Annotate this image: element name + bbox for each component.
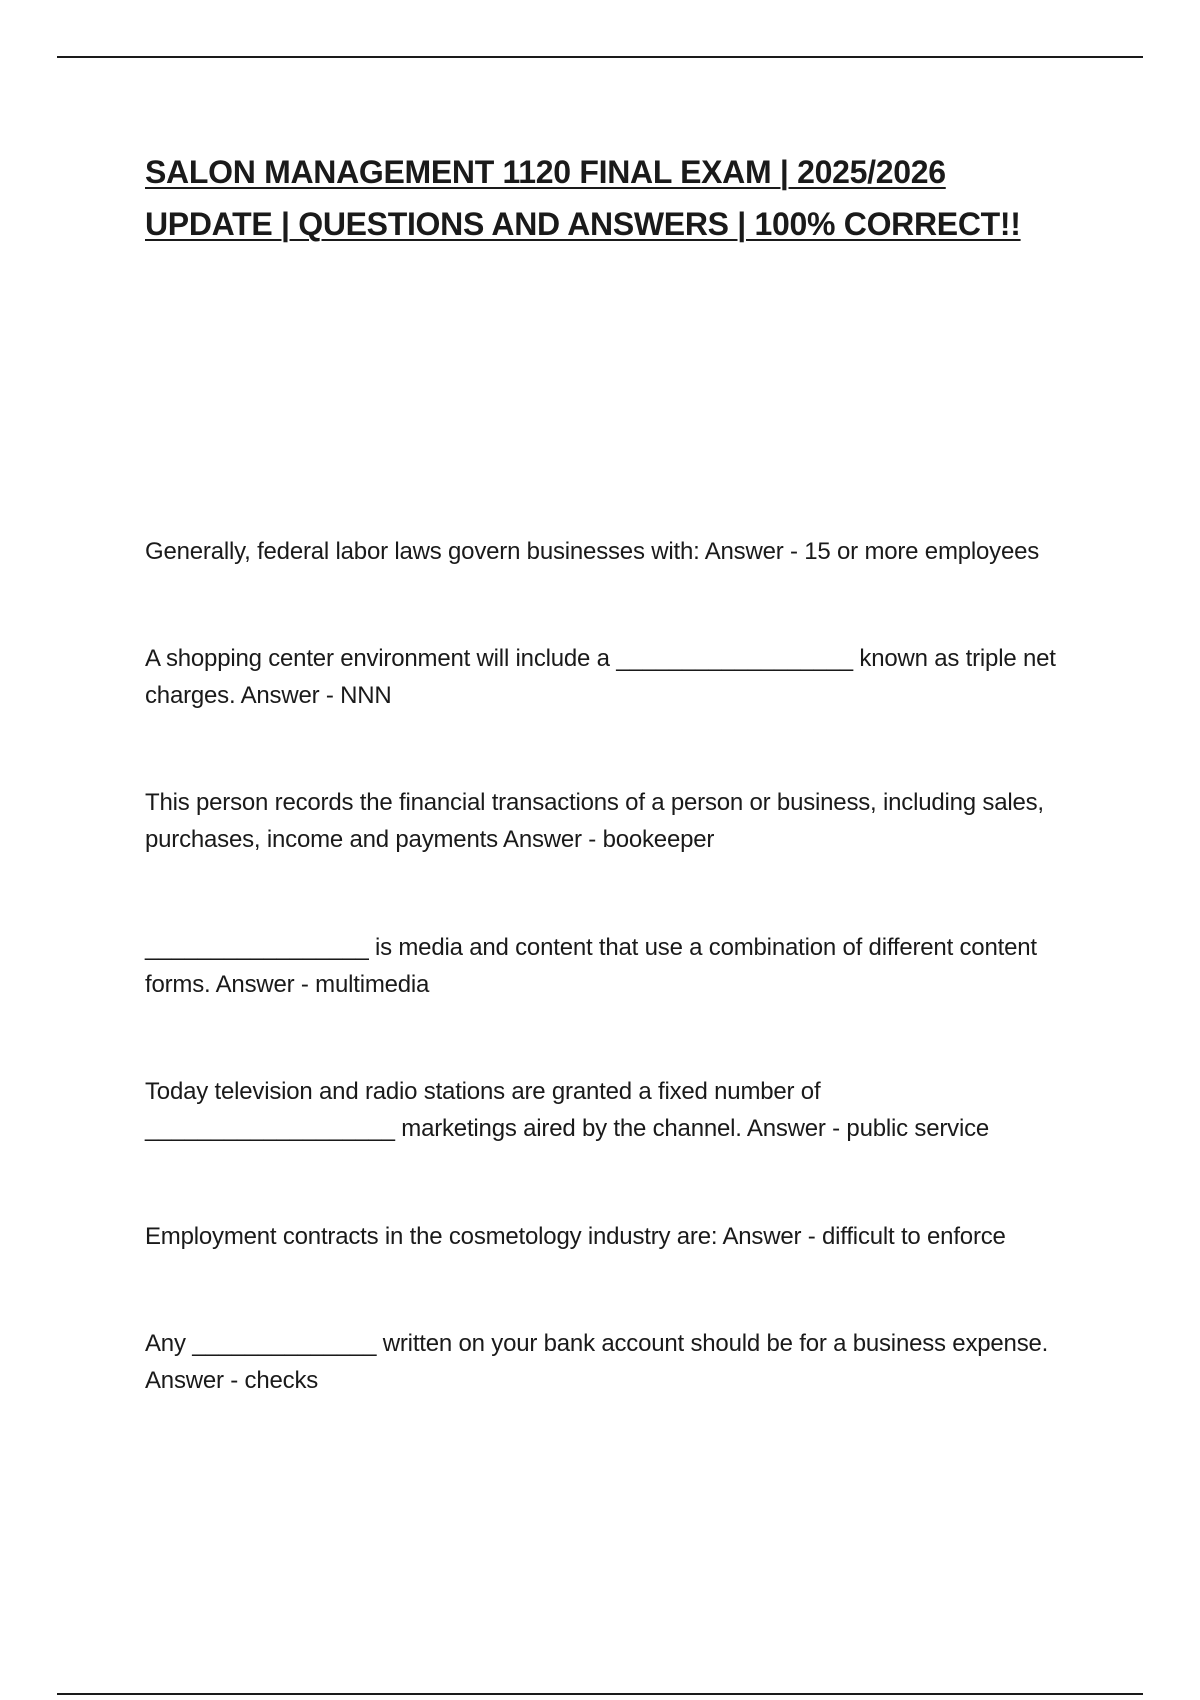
question-answer-list xyxy=(145,533,1065,1467)
qa-item-2: A shopping center environment will include a __________________ known as triple net charges. Answer - NNN xyxy=(145,645,1056,709)
qa-item-3: This person records the financial transactions of a person or business, including sales, purchases, income and payments Answer - bookeeper xyxy=(145,789,1044,853)
qa-item-1: Generally, federal labor laws govern businesses with: Answer - 15 or more employees xyxy=(145,538,1040,565)
qa-item-6: Employment contracts in the cosmetology industry are: Answer - difficult to enforce xyxy=(145,1223,1006,1250)
qa-item-5: Today television and radio stations are granted a fixed number of ___________________ marketings aired by the channel. Answer - public service xyxy=(145,1078,990,1142)
qa-item-7: Any ______________ written on your bank account should be for a business expense. Answer - checks xyxy=(145,1330,1049,1394)
qa-item-4: _________________ is media and content that use a combination of different content forms. Answer - multimedia xyxy=(145,934,1037,998)
header-rule xyxy=(57,56,1143,58)
footer-rule xyxy=(57,1693,1143,1695)
document-title: SALON MANAGEMENT 1120 FINAL EXAM | 2025/2026 UPDATE | QUESTIONS AND ANSWERS | 100% CORRECT!! xyxy=(145,154,1021,242)
